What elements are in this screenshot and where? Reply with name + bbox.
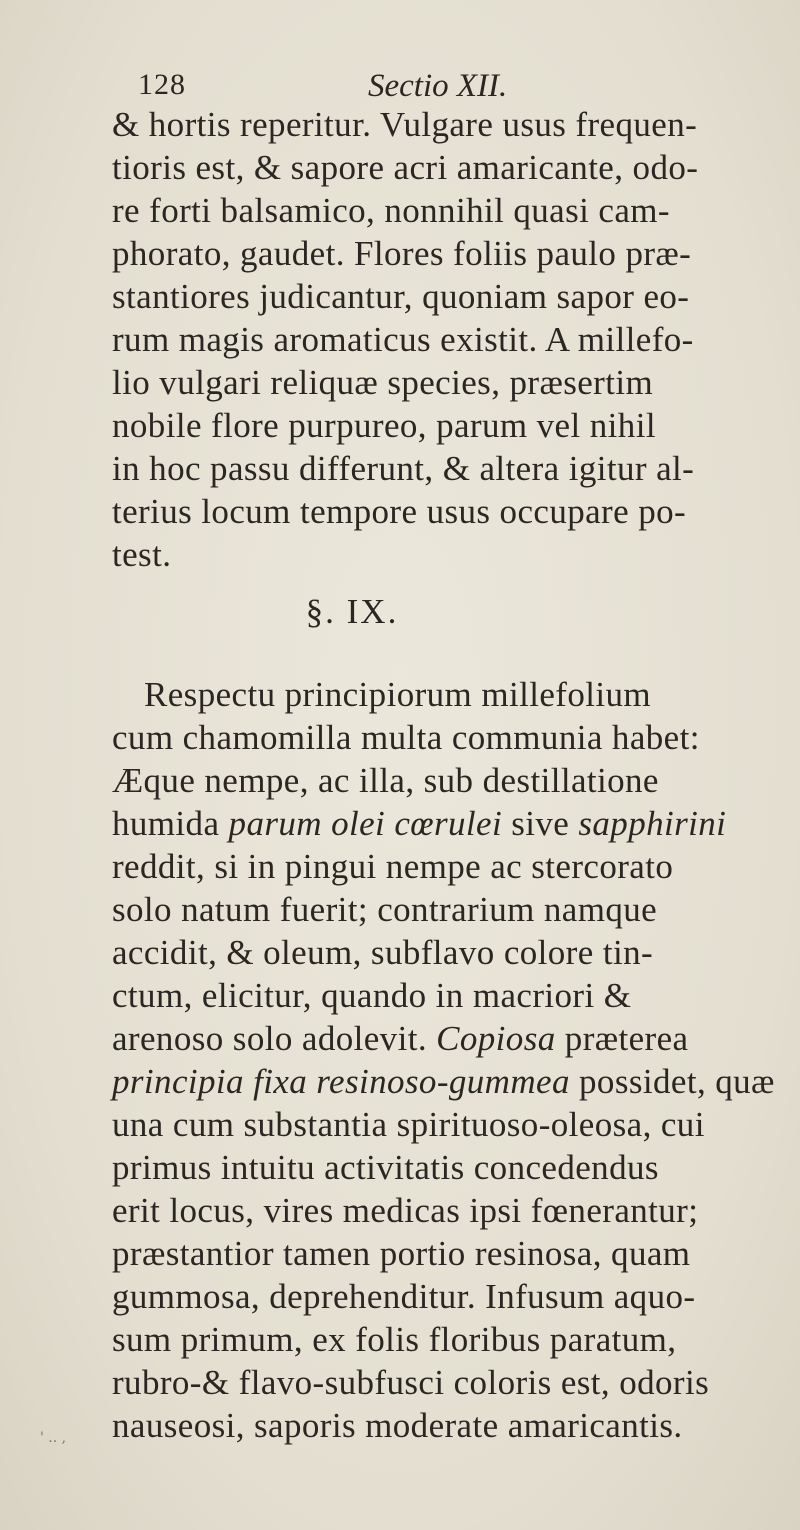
text-line: stantiores judicantur, quoniam sapor eo- — [112, 277, 690, 316]
text-run: humida — [112, 804, 229, 843]
text-line: solo natum fuerit; contrarium namque — [112, 890, 658, 929]
text-line: primus intuitu activitatis concedendus — [112, 1148, 659, 1187]
text-line: & hortis reperitur. Vulgare usus frequen- — [112, 105, 698, 144]
text-run: sive — [502, 804, 579, 843]
text-run: arenoso solo adolevit. — [112, 1019, 437, 1058]
text-line: test. — [112, 535, 172, 574]
text-line: nauseosi, saporis moderate amaricantis. — [112, 1406, 683, 1445]
text-line: nobile flore purpureo, parum vel nihil — [112, 406, 656, 445]
text-line: tioris est, & sapore acri amaricante, odo- — [112, 148, 699, 187]
section-title: Sectio XII. — [368, 68, 508, 104]
paragraph-2 — [112, 673, 800, 1447]
text-line: rum magis aromaticus existit. A millefo- — [112, 320, 694, 359]
text-line: terius locum tempore usus occupare po- — [112, 492, 687, 531]
italic-text: principia fixa resinoso-gummea — [112, 1062, 570, 1101]
text-block — [112, 103, 800, 1447]
italic-text: Copiosa — [436, 1019, 556, 1058]
text-line — [112, 1060, 800, 1103]
italic-text: sapphirini — [578, 804, 727, 843]
text-line: phorato, gaudet. Flores foliis paulo præ- — [112, 234, 692, 273]
text-run: præterea — [555, 1019, 689, 1058]
text-line: gummosa, deprehenditur. Infusum aquo- — [112, 1277, 696, 1316]
text-line: una cum substantia spirituoso-oleosa, cui — [112, 1105, 705, 1144]
text-line: in hoc passu differunt, & altera igitur al- — [112, 449, 695, 488]
paragraph-1 — [112, 103, 800, 576]
text-line: sum primum, ex folis floribus paratum, — [112, 1320, 677, 1359]
text-line: re forti balsamico, nonnihil quasi cam- — [112, 191, 670, 230]
text-line: ctum, elicitur, quando in macriori & — [112, 976, 632, 1015]
text-line — [112, 1017, 800, 1060]
text-line: cum chamomilla multa communia habet: — [112, 718, 700, 757]
text-line: erit locus, vires medicas ipsi fœnerantur; — [112, 1191, 699, 1230]
text-line: Æque nempe, ac illa, sub destillatione — [112, 761, 659, 800]
text-line: lio vulgari reliquæ species, præsertim — [112, 363, 654, 402]
page-number: 128 — [138, 68, 186, 101]
footer-marks: ' .. , — [40, 1430, 67, 1446]
italic-text: parum olei cœrulei — [228, 804, 503, 843]
text-line: rubro-& flavo-subfusci coloris est, odoris — [112, 1363, 710, 1402]
text-run: possidet, quæ — [569, 1062, 775, 1101]
text-line: præstantior tamen portio resinosa, quam — [112, 1234, 691, 1273]
text-line: reddit, si in pingui nempe ac stercorato — [112, 847, 674, 886]
text-line: Respectu principiorum millefolium — [144, 675, 651, 714]
text-line: accidit, & oleum, subflavo colore tin- — [112, 933, 654, 972]
section-heading: §. IX. — [305, 592, 399, 631]
text-line — [112, 802, 800, 845]
